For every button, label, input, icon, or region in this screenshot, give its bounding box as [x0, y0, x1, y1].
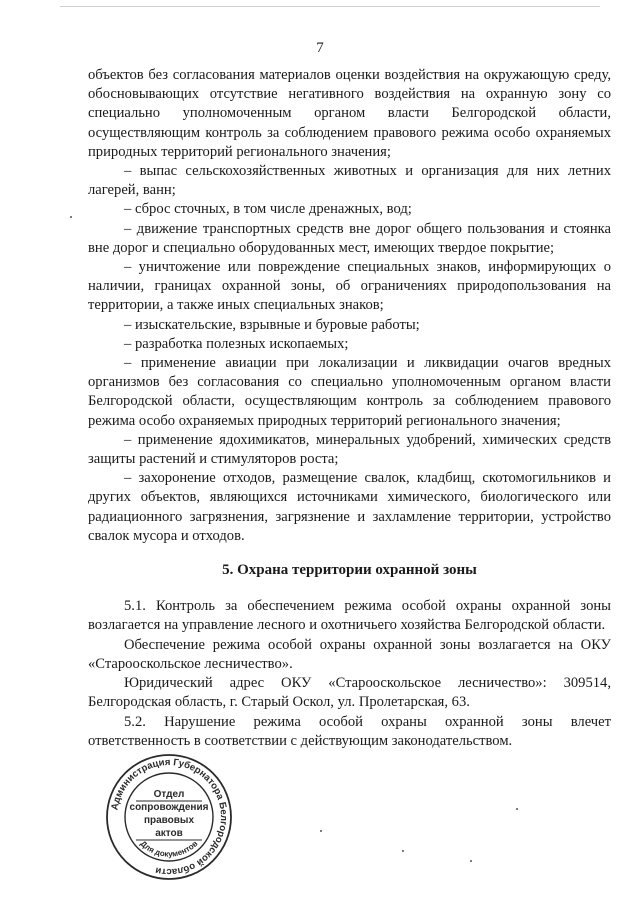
- scan-speck: [402, 850, 404, 852]
- stamp-center-line: актов: [155, 828, 183, 839]
- stamp-ring-text: Администрация Губернатора Белгородской области: [109, 756, 230, 878]
- list-item: – выпас сельскохозяйственных животных и организация для них летних лагерей, ванн;: [88, 163, 611, 199]
- list-item: – захоронение отходов, размещение свалок, кладбищ, скотомогильников и других объектов, являющихся источниками химического, биологического или радиационного загрязнения, загрязнение и захламление территории, устройство свалок мусора и отходов.: [88, 470, 611, 544]
- official-stamp: [104, 752, 234, 882]
- paragraph: 5.1. Контроль за обеспечением режима особой охраны охранной зоны возлагается на управление лесного и охотничьего хозяйства Белгородской области.: [88, 598, 611, 634]
- paragraph: Обеспечение режима особой охраны охранной зоны возлагается на ОКУ «Старооскольское лесничество».: [88, 636, 611, 672]
- section-heading: 5. Охрана территории охранной зоны: [222, 562, 477, 579]
- stamp-center-line: правовых: [143, 815, 195, 826]
- list-item: – применение ядохимикатов, минеральных удобрений, химических средств защиты растений и стимуляторов роста;: [88, 431, 611, 468]
- scan-speck: [70, 216, 72, 218]
- paragraph: Юридический адрес ОКУ «Старооскольское лесничество»: 309514, Белгородская область, г. Старый Оскол, ул. Пролетарская, 63.: [88, 675, 611, 711]
- stamp-center-line: сопровождения: [129, 802, 209, 813]
- scan-speck: [470, 860, 472, 862]
- list-item: – применение авиации при локализации и ликвидации очагов вредных организмов без согласования со специально уполномоченным органом власти Белгородской области, осуществляющим контроль за соблюдением правового режима особо охраняемых природных территорий регионального значения;: [88, 355, 611, 429]
- scan-speck: [516, 808, 518, 810]
- paragraph: 5.2. Нарушение режима особой охраны охранной зоны влечет ответственность в соответствии с действующим законодательством.: [88, 713, 611, 749]
- list-item: – сброс сточных, в том числе дренажных, вод;: [124, 201, 412, 218]
- list-item: – уничтожение или повреждение специальных знаков, информирующих о наличии, границах охранной зоны, об ограничениях природопользования на территории, а также иных специальных знаков;: [88, 259, 611, 314]
- document-body: [88, 66, 611, 751]
- scan-speck: [320, 830, 322, 832]
- paragraph: объектов без согласования материалов оценки воздействия на окружающую среду, обосновывающих отсутствие негативного воздействия на охранную зону со специально уполномоченным органом власти Белгородской области, осуществляющим контроль за соблюдением правового режима особо охраняемых природных территорий регионального значения;: [88, 67, 611, 160]
- list-item: – изыскательские, взрывные и буровые работы;: [124, 316, 420, 333]
- page-number: 7: [316, 40, 324, 56]
- list-item: – разработка полезных ископаемых;: [124, 335, 349, 352]
- list-item: – движение транспортных средств вне дорог общего пользования и стоянка вне дорог и специально оборудованных мест, имеющих твердое покрытие;: [88, 220, 611, 256]
- stamp-center-line: Отдел: [153, 789, 185, 800]
- scan-edge-line: [60, 6, 600, 7]
- stamp-bottom-text: Для документов: [138, 839, 200, 859]
